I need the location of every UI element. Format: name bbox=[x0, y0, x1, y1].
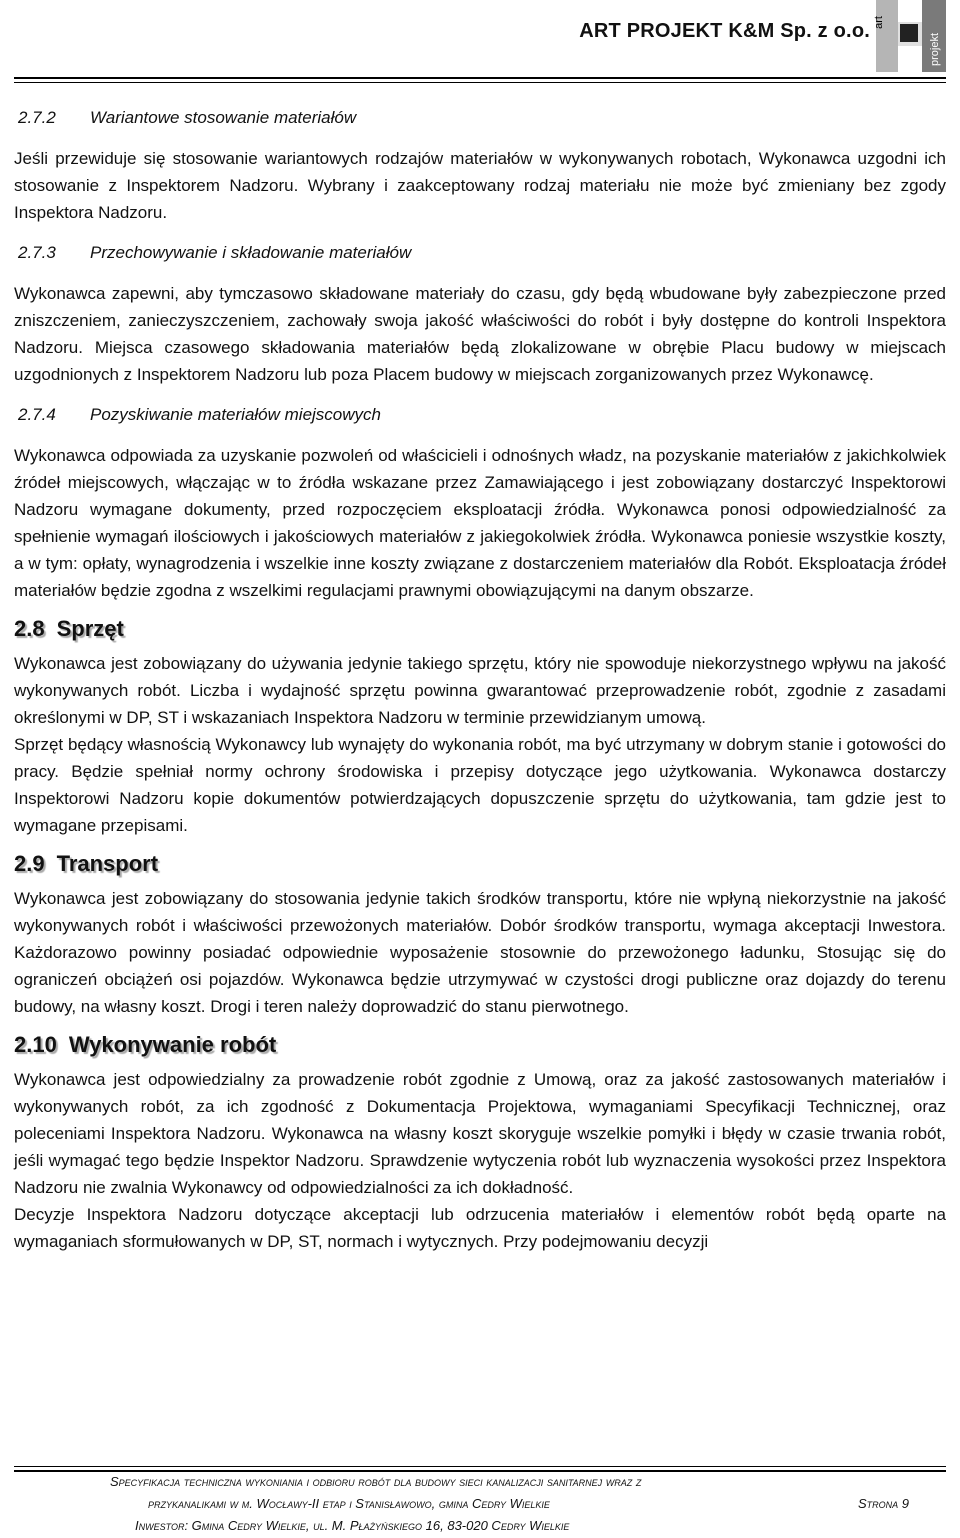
subsection-heading: 2.7.2 Wariantowe stosowanie materiałów bbox=[18, 108, 357, 127]
footer-rule bbox=[14, 1470, 946, 1472]
footer-rule-thin bbox=[14, 1466, 946, 1467]
section-heading: 2.10 Wykonywanie robót bbox=[14, 1032, 277, 1057]
svg-text:art: art bbox=[873, 16, 885, 29]
subsection-heading: 2.7.3 Przechowywanie i składowanie materiałów bbox=[18, 243, 412, 262]
paragraph: Decyzje Inspektora Nadzoru dotyczące akceptacji lub odrzucenia materiałów i elementów robót będą oparte na wymaganiach sformułowanych w DP, ST, normach i wytycznych. Przy podejmowaniu decyzji bbox=[14, 1205, 946, 1251]
page-header bbox=[0, 0, 960, 80]
svg-text:projekt: projekt bbox=[929, 32, 941, 66]
art-projekt-logo bbox=[873, 0, 946, 72]
footer-line-2: przykanalikami w m. Wocławy-II etap i Stanisławowo, gmina Cedry Wielkie bbox=[148, 1496, 550, 1511]
footer-line-1: Specyfikacja techniczna wykoniania i odbioru robót dla budowy sieci kanalizacji sanitarnej wraz z bbox=[110, 1474, 642, 1489]
paragraph: Jeśli przewiduje się stosowanie wariantowych rodzajów materiałów w wykonywanych robotach, Wykonawca uzgodni ich stosowanie z Inspektorem Nadzoru. Wybrany i zaakceptowany rodzaj materiału nie może być zmieniany bez zgody Inspektora Nadzoru. bbox=[14, 149, 946, 222]
paragraph: Wykonawca jest zobowiązany do używania jedynie takiego sprzętu, który nie spowoduje niekorzystnego wpływu na jakość wykonywanych robót. Liczba i wydajność sprzętu powinna gwarantować przeprowadzenie robót, zgodnie z zasadami określonymi w DP, ST i wskazaniach Inspektora Nadzoru w terminie przewidzianym umową. bbox=[14, 654, 946, 727]
section-heading: 2.8 Sprzęt bbox=[14, 616, 124, 641]
section-heading: 2.9 Transport bbox=[14, 851, 159, 876]
subsection-heading: 2.7.4 Pozyskiwanie materiałów miejscowych bbox=[18, 405, 381, 424]
paragraph: Wykonawca jest odpowiedzialny za prowadzenie robót zgodnie z Umową, oraz za jakość zastosowanych materiałów i wykonywanych robót, za ich zgodność z Dokumentacja Projektowa, wymaganiami Specyfikacji Technicznej, oraz poleceniami Inspektora Nadzoru. Wykonawca na własny koszt skoryguje wszelkie pomyłki i błędy w czasie trwania robót, jeśli wymagać tego będzie Inspektor Nadzoru. Sprawdzenie wytyczenia robót lub wyznaczenia wysokości przez Inspektora Nadzoru nie zwalnia Wykonawcy od odpowiedzialności za ich dokładność. bbox=[14, 1070, 946, 1197]
document-body bbox=[14, 104, 946, 1255]
paragraph: Sprzęt będący własnością Wykonawcy lub wynajęty do wykonania robót, ma być utrzymany w dobrym stanie i gotowości do pracy. Będzie spełniał normy ochrony środowiska i przepisy dotyczące jego użytkowania. Wykonawca dostarczy Inspektorowi Nadzoru kopie dokumentów potwierdzających dopuszczenie sprzętu do użytkowania, tam gdzie jest to wymagane przepisami. bbox=[14, 735, 946, 835]
paragraph: Wykonawca zapewni, aby tymczasowo składowane materiały do czasu, gdy będą wbudowane były zabezpieczone przed zniszczeniem, zanieczyszczeniem, zachowały swoja jakość właściwości do robót i były dostępne do kontroli Inspektora Nadzoru. Miejsca czasowego składowania materiałów będą zlokalizowane w obrębie Placu budowy w miejscach uzgodnionych z Inspektorem Nadzoru lub poza Placem budowy w miejscach zorganizowanych przez Wykonawcę. bbox=[14, 284, 946, 384]
footer-line-3: Inwestor: Gmina Cedry Wielkie, ul. M. Płażyńskiego 16, 83-020 Cedry Wielkie bbox=[135, 1518, 570, 1533]
company-name: ART PROJEKT K&M Sp. z o.o. bbox=[579, 20, 870, 42]
paragraph: Wykonawca jest zobowiązany do stosowania jedynie takich środków transportu, które nie wpłyną niekorzystnie na jakość wykonywanych robót i właściwości przewożonych materiałów. Dobór środków transportu, wymaga akceptacji Inwestora. Każdorazowo powinny posiadać odpowiednie wyposażenie stosownie do przewożonego ładunku, Stosując się do ograniczeń obciążeń osi pojazdów. Wykonawca będzie utrzymywać w czystości drogi publiczne oraz dojazdy do terenu budowy, na własny koszt. Drogi i teren należy doprowadzić do stanu pierwotnego. bbox=[14, 889, 946, 1016]
paragraph: Wykonawca odpowiada za uzyskanie pozwoleń od właścicieli i odnośnych władz, na pozyskanie materiałów z jakichkolwiek źródeł miejscowych, włączając w to źródła wskazane przez Zamawiającego i jest zobowiązany dostarczyć Inspektorowi Nadzoru wymagane dokumenty, przed rozpoczęciem eksploatacji źródła. Wykonawca ponosi odpowiedzialność za spełnienie wymagań ilościowych i jakościowych materiałów z jakiegokolwiek źródła. Wykonawca poniesie wszystkie koszty, a w tym: opłaty, wynagrodzenia i wszelkie inne koszty związane z dostarczeniem materiałów dla Robót. Eksploatacja źródeł materiałów będzie zgodna z wszelkimi regulacjami prawnymi obowiązującymi na danym obszarze. bbox=[14, 446, 946, 600]
page-number: Strona 9 bbox=[858, 1496, 910, 1511]
header-rule-thin bbox=[14, 82, 946, 83]
header-rule bbox=[14, 77, 946, 79]
